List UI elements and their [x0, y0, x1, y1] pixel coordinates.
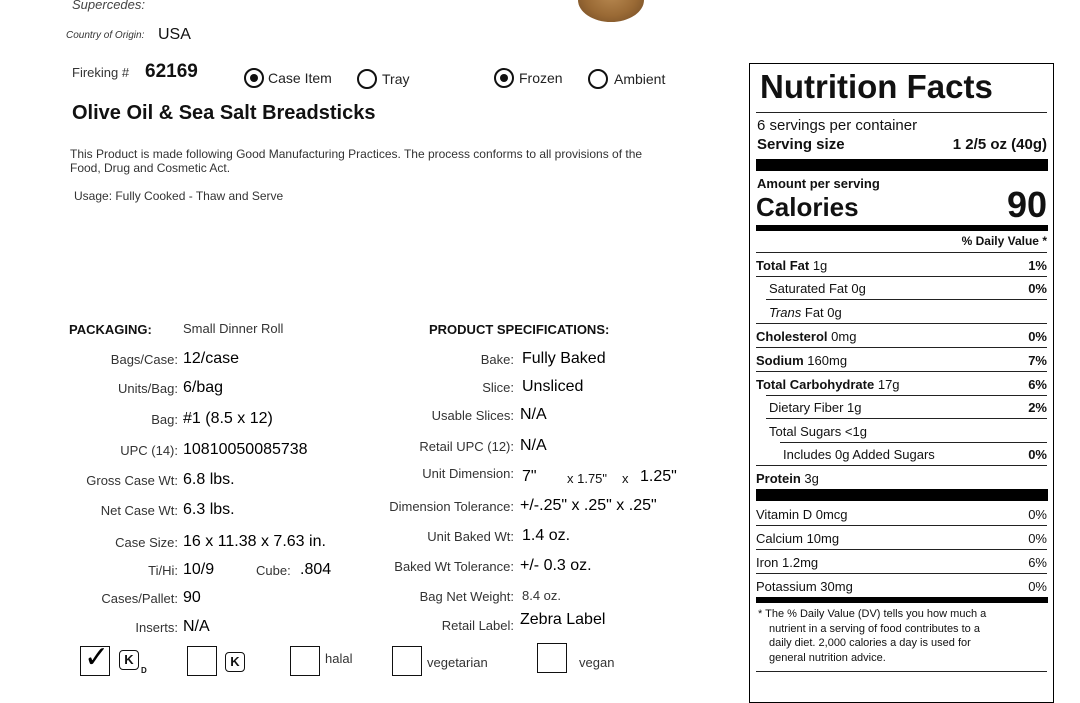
vegetarian-label: vegetarian	[427, 655, 488, 670]
nf-divider	[756, 549, 1047, 550]
gmp-statement-2: Food, Drug and Cosmetic Act.	[70, 161, 231, 175]
potassium-dv: 0%	[1028, 579, 1047, 594]
nf-divider	[756, 465, 1047, 466]
slice-value: Unsliced	[522, 378, 584, 395]
baked-wt-tolerance-value: +/- 0.3 oz.	[520, 557, 592, 574]
nf-divider	[756, 347, 1047, 348]
bake-label: Bake:	[480, 352, 514, 367]
frozen-radio[interactable]	[494, 68, 514, 88]
nf-medium-bar	[756, 225, 1048, 231]
cholesterol-dv: 0%	[1028, 329, 1047, 344]
halal-label: halal	[325, 651, 353, 666]
added-sugars-label: Includes 0g Added Sugars	[783, 447, 935, 462]
nf-divider	[756, 371, 1047, 372]
packaging-value: 6.8 lbs.	[183, 471, 235, 488]
sodium-dv: 7%	[1028, 353, 1047, 368]
packaging-value: 6.3 lbs.	[183, 501, 235, 518]
gmp-statement: This Product is made following Good Manufacturing Practices. The process conforms to all provisions of the	[70, 147, 643, 161]
trans-fat-row	[756, 301, 1047, 324]
packaging-value: 16 x 11.38 x 7.63 in.	[183, 533, 326, 550]
nf-divider	[756, 525, 1047, 526]
serving-size-label: Serving size	[757, 136, 845, 153]
trans-label: Trans	[769, 305, 802, 320]
slice-label: Slice:	[482, 380, 514, 395]
nutrition-title: Nutrition Facts	[760, 68, 993, 105]
total-carb-row	[756, 373, 1047, 396]
specs-heading: PRODUCT SPECIFICATIONS:	[429, 322, 610, 337]
ambient-label: Ambient	[614, 71, 666, 87]
added-sugars-dv: 0%	[1028, 447, 1047, 462]
unit-dimension-length: 7"	[522, 468, 537, 485]
saturated-fat-label: Saturated Fat 0g	[769, 281, 866, 296]
kosher-dairy-icon	[119, 650, 139, 670]
dietary-fiber-row	[756, 396, 1047, 419]
country-label: Country of Origin:	[66, 30, 145, 41]
kosher-checkbox[interactable]	[187, 646, 217, 676]
baked-wt-tolerance-label: Baked Wt Tolerance:	[394, 559, 514, 574]
retail-label-label: Retail Label:	[441, 618, 514, 633]
nutrition-footnote	[758, 607, 1044, 665]
nf-divider	[756, 671, 1047, 672]
saturated-fat-row	[756, 277, 1047, 300]
retail-upc-value: N/A	[520, 437, 547, 454]
packaging-value: #1 (8.5 x 12)	[183, 410, 273, 427]
case-item-label: Case Item	[268, 70, 332, 86]
nf-divider	[756, 112, 1047, 113]
total-fat-row	[756, 254, 1047, 277]
cholesterol-row	[756, 325, 1047, 348]
product-image	[578, 0, 644, 22]
packaging-value: N/A	[183, 618, 210, 635]
kosher-dairy-sub: D	[141, 666, 147, 675]
packaging-heading: PACKAGING:	[69, 322, 152, 337]
case-item-radio[interactable]	[244, 68, 264, 88]
serving-size-value: 1 2/5 oz (40g)	[952, 136, 1047, 153]
packaging-value: 90	[183, 589, 201, 606]
nf-thick-bar	[756, 159, 1048, 171]
nf-divider	[766, 299, 1047, 300]
calcium-row	[756, 527, 1047, 550]
kosher-dairy-checkbox[interactable]	[80, 640, 110, 676]
nf-divider	[756, 252, 1047, 253]
total-fat-dv: 1%	[1028, 258, 1047, 273]
packaging-label: Ti/Hi:	[148, 563, 178, 578]
tray-label: Tray	[382, 71, 410, 87]
dimension-tolerance-value: +/-.25" x .25" x .25"	[520, 497, 657, 514]
calcium-label: Calcium 10mg	[756, 531, 840, 546]
total-carb-label: Total Carbohydrate	[756, 377, 875, 392]
unit-baked-wt-label: Unit Baked Wt:	[427, 529, 514, 544]
supercedes-label: Supercedes:	[72, 0, 145, 12]
cube-value: .804	[300, 561, 332, 578]
iron-label: Iron 1.2mg	[756, 555, 819, 570]
usage-text: Usage: Fully Cooked - Thaw and Serve	[74, 189, 284, 203]
unit-baked-wt-value: 1.4 oz.	[522, 527, 571, 544]
usable-slices-label: Usable Slices:	[431, 408, 514, 423]
vitamin-d-row	[756, 503, 1047, 526]
packaging-label: Inserts:	[135, 620, 178, 635]
cube-label: Cube:	[256, 563, 291, 578]
nf-divider	[766, 418, 1047, 419]
vitamin-d-dv: 0%	[1028, 507, 1047, 522]
unit-dimension-x: x	[622, 471, 629, 486]
added-sugars-row	[756, 443, 1047, 466]
packaging-label: Bag:	[151, 412, 178, 427]
calories-label: Calories	[756, 192, 859, 222]
protein-label: Protein	[756, 471, 801, 486]
packaging-value: 10810050085738	[183, 441, 308, 458]
retail-label-value: Zebra Label	[520, 611, 606, 628]
packaging-type: Small Dinner Roll	[183, 321, 284, 336]
daily-value-header: % Daily Value *	[961, 234, 1047, 248]
tray-radio[interactable]	[357, 69, 377, 89]
packaging-label: UPC (14):	[120, 443, 178, 458]
nf-medium-bar	[756, 597, 1048, 603]
footnote-line: daily diet. 2,000 calories a day is used for	[769, 637, 971, 649]
dimension-tolerance-label: Dimension Tolerance:	[389, 499, 514, 514]
total-carb-amount: 17g	[877, 377, 900, 392]
potassium-label: Potassium 30mg	[756, 579, 853, 594]
trans-fat-amount: Fat 0g	[801, 305, 842, 320]
total-fat-amount: 1g	[812, 258, 828, 273]
fireking-number: 62169	[145, 61, 198, 82]
checkmark-icon: ✓	[84, 640, 110, 675]
saturated-fat-dv: 0%	[1028, 281, 1047, 296]
usable-slices-value: N/A	[520, 406, 547, 423]
nf-divider	[756, 323, 1047, 324]
packaging-label: Bags/Case:	[110, 352, 178, 367]
total-sugars-row	[756, 420, 1047, 443]
iron-dv: 6%	[1028, 555, 1047, 570]
footnote-line: general nutrition advice.	[769, 651, 886, 664]
unit-dimension-height: 1.25"	[640, 468, 677, 485]
fireking-label: Fireking #	[72, 65, 130, 80]
cholesterol-label: Cholesterol	[756, 329, 828, 344]
retail-upc-label: Retail UPC (12):	[419, 439, 514, 454]
nf-divider	[756, 573, 1047, 574]
vitamin-d-label: Vitamin D 0mcg	[756, 507, 848, 522]
packaging-label: Gross Case Wt:	[86, 473, 178, 488]
bag-net-weight-label: Bag Net Weight:	[419, 589, 514, 604]
bake-value: Fully Baked	[522, 350, 606, 367]
total-carb-dv: 6%	[1028, 377, 1047, 392]
iron-row	[756, 551, 1047, 574]
packaging-value: 6/bag	[183, 379, 224, 396]
calcium-dv: 0%	[1028, 531, 1047, 546]
halal-checkbox[interactable]	[290, 646, 320, 676]
unit-dimension-label: Unit Dimension:	[422, 466, 514, 481]
kosher-icon	[225, 652, 245, 672]
packaging-label: Units/Bag:	[118, 381, 178, 396]
packaging-value: 10/9	[183, 561, 215, 578]
vegan-checkbox[interactable]	[537, 643, 567, 673]
potassium-row	[756, 575, 1047, 598]
packaging-label: Net Case Wt:	[100, 503, 178, 518]
sodium-row	[756, 349, 1047, 372]
servings-per-container: 6 servings per container	[757, 117, 918, 134]
footnote-line: * The % Daily Value (DV) tells you how much a	[758, 608, 987, 620]
sodium-label: Sodium	[756, 353, 804, 368]
kosher-dairy-symbol: K	[124, 652, 134, 667]
protein-amount: 3g	[804, 471, 819, 486]
packaging-value: 12/case	[183, 350, 240, 367]
bag-net-weight-value: 8.4 oz.	[522, 588, 562, 603]
product-title: Olive Oil & Sea Salt Breadsticks	[72, 102, 376, 124]
frozen-label: Frozen	[519, 70, 563, 86]
total-fat-label: Total Fat	[756, 258, 810, 273]
unit-dimension-width: x 1.75"	[567, 471, 608, 486]
amount-per-serving: Amount per serving	[757, 176, 880, 191]
dietary-fiber-label: Dietary Fiber 1g	[769, 400, 862, 415]
nf-thick-bar	[756, 489, 1048, 501]
calories-value: 90	[1006, 184, 1047, 225]
vegan-label: vegan	[579, 655, 615, 670]
protein-row	[756, 467, 1047, 490]
country-value: USA	[158, 26, 191, 43]
cholesterol-amount: 0mg	[831, 329, 857, 344]
packaging-label: Cases/Pallet:	[101, 591, 178, 606]
vegetarian-checkbox[interactable]	[392, 646, 422, 676]
total-sugars-label: Total Sugars <1g	[769, 424, 867, 439]
sodium-amount: 160mg	[807, 353, 848, 368]
ambient-radio[interactable]	[588, 69, 608, 89]
dietary-fiber-dv: 2%	[1028, 400, 1047, 415]
packaging-label: Case Size:	[115, 535, 178, 550]
kosher-symbol: K	[230, 654, 240, 669]
footnote-line: nutrient in a serving of food contributes to a	[769, 622, 980, 635]
